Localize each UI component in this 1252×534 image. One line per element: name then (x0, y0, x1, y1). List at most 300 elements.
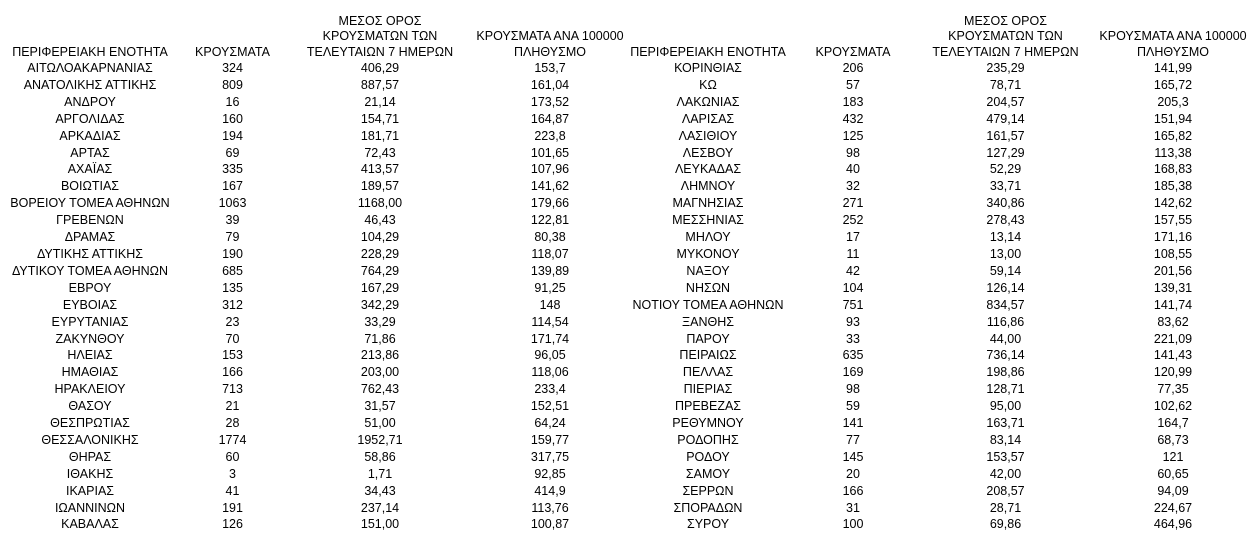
seven-day-average-cell: 28,71 (989, 500, 1022, 515)
cases-cell: 194 (222, 128, 243, 143)
region-name-cell: ΘΑΣΟΥ (68, 399, 112, 414)
table-row (0, 128, 625, 145)
seven-day-average-cell: 46,43 (364, 213, 396, 228)
cases-cell: 100 (842, 517, 864, 532)
cases-per-100k-cell: 159,77 (530, 432, 570, 447)
header-cases (793, 0, 913, 60)
region-name-cell: ΒΟΡΕΙΟΥ ΤΟΜΕΑ ΑΘΗΝΩΝ (10, 196, 170, 211)
region-name-cell: ΣΑΜΟΥ (685, 466, 731, 481)
cases-cell: 169 (842, 365, 864, 380)
cases-per-100k-cell: 164,87 (530, 111, 570, 126)
cases-per-100k-cell: 121 (1162, 449, 1184, 464)
region-name-cell: ΡΟΔΟΠΗΣ (677, 432, 739, 447)
cases-cell: 1774 (218, 432, 247, 447)
header-cases-label: ΚΡΟΥΣΜΑΤΑ (195, 44, 270, 59)
seven-day-average-cell: 13,00 (989, 246, 1022, 261)
table-row (0, 398, 625, 415)
header-avg-line3: ΤΕΛΕΥΤΑΙΩΝ 7 ΗΜΕΡΩΝ (306, 44, 454, 59)
seven-day-average-cell: 413,57 (360, 162, 400, 177)
table-row (0, 145, 625, 162)
cases-per-100k-cell: 142,62 (1153, 196, 1193, 211)
seven-day-average-cell: 167,29 (360, 280, 400, 295)
cases-per-100k-cell: 171,16 (1153, 230, 1193, 245)
table-row (623, 195, 1248, 212)
table-row (623, 432, 1248, 449)
table-row (623, 280, 1248, 297)
cases-per-100k-cell: 165,82 (1153, 128, 1193, 143)
region-name-cell: ΜΗΛΟΥ (685, 230, 731, 245)
cases-per-100k-cell: 139,31 (1153, 280, 1193, 295)
table-row (0, 483, 625, 500)
table-row (0, 449, 625, 466)
header-avg-line1: ΜΕΣΟΣ ΟΡΟΣ (964, 13, 1047, 28)
seven-day-average-cell: 340,86 (986, 196, 1025, 211)
table-row (0, 466, 625, 483)
region-name-cell: ΜΥΚΟΝΟΥ (676, 246, 740, 261)
cases-per-100k-cell: 108,55 (1153, 246, 1193, 261)
cases-cell: 713 (222, 382, 243, 397)
cases-per-100k-cell: 464,96 (1153, 517, 1193, 532)
region-name-cell: ΘΗΡΑΣ (68, 449, 112, 464)
seven-day-average-cell: 213,86 (360, 348, 400, 363)
cases-cell: 335 (222, 162, 243, 177)
cases-cell: 20 (846, 466, 860, 481)
table-row (0, 60, 625, 77)
cases-cell: 145 (842, 449, 864, 464)
cases-per-100k-cell: 233,4 (534, 382, 566, 397)
region-name-cell: ΙΩΑΝΝΙΝΩΝ (54, 500, 126, 515)
table-row (0, 331, 625, 348)
region-name-cell: ΜΕΣΣΗΝΙΑΣ (672, 213, 744, 228)
seven-day-average-cell: 72,43 (364, 145, 396, 160)
region-name-cell: ΝΗΣΩΝ (685, 280, 731, 295)
seven-day-average-cell: 163,71 (986, 416, 1025, 431)
cases-cell: 751 (842, 297, 864, 312)
table-row (0, 347, 625, 364)
seven-day-average-cell: 228,29 (360, 246, 400, 261)
cases-per-100k-cell: 100,87 (530, 517, 570, 532)
region-name-cell: ΗΜΑΘΙΑΣ (61, 365, 119, 380)
seven-day-average-cell: 116,86 (986, 314, 1025, 329)
cases-per-100k-cell: 60,65 (1157, 466, 1189, 481)
table-row (623, 483, 1248, 500)
seven-day-average-cell: 278,43 (986, 213, 1025, 228)
cases-cell: 57 (846, 77, 860, 92)
cases-cell: 69 (225, 145, 240, 160)
seven-day-average-cell: 198,86 (986, 365, 1025, 380)
seven-day-average-cell: 31,57 (364, 399, 396, 414)
region-name-cell: ΣΠΟΡΑΔΩΝ (673, 500, 743, 515)
table-row (623, 229, 1248, 246)
cases-cell: 42 (846, 263, 860, 278)
seven-day-average-cell: 126,14 (986, 280, 1025, 295)
cases-cell: 160 (222, 111, 243, 126)
table-row (623, 297, 1248, 314)
cases-per-100k-cell: 141,74 (1153, 297, 1193, 312)
region-name-cell: ΑΝΔΡΟΥ (64, 94, 116, 109)
table-row (623, 500, 1248, 517)
cases-per-100k-cell: 224,67 (1153, 500, 1193, 515)
region-name-cell: ΣΥΡΟΥ (686, 517, 730, 532)
table-row (0, 516, 625, 533)
seven-day-average-cell: 887,57 (360, 77, 400, 92)
table-row (0, 280, 625, 297)
region-name-cell: ΕΥΒΟΙΑΣ (62, 297, 118, 312)
header-region-label: ΠΕΡΙΦΕΡΕΙΑΚΗ ΕΝΟΤΗΤΑ (12, 44, 168, 59)
cases-per-100k-cell: 221,09 (1153, 331, 1193, 346)
table-row (623, 516, 1248, 533)
table-row (623, 415, 1248, 432)
header-cases (180, 0, 285, 60)
table-row (623, 178, 1248, 195)
cases-per-100k-cell: 118,06 (531, 365, 569, 380)
header-cases-label: ΚΡΟΥΣΜΑΤΑ (815, 44, 891, 59)
cases-per-100k-cell: 171,74 (530, 331, 570, 346)
table-row (0, 229, 625, 246)
seven-day-average-cell: 52,29 (989, 162, 1022, 177)
cases-per-100k-cell: 77,35 (1157, 382, 1189, 397)
cases-per-100k-cell: 83,62 (1157, 314, 1189, 329)
region-name-cell: ΞΑΝΘΗΣ (682, 314, 734, 329)
cases-per-100k-cell: 179,66 (530, 196, 570, 211)
cases-cell: 312 (222, 297, 243, 312)
region-name-cell: ΗΛΕΙΑΣ (67, 348, 113, 363)
table-row (623, 314, 1248, 331)
table-row (0, 381, 625, 398)
cases-per-100k-cell: 223,8 (534, 128, 566, 143)
seven-day-average-cell: 95,00 (989, 399, 1022, 414)
cases-cell: 166 (842, 483, 864, 498)
header-cases-per-100k (475, 0, 625, 60)
cases-per-100k-cell: 101,65 (530, 145, 570, 160)
cases-cell: 190 (222, 246, 243, 261)
right-data-table (623, 0, 1248, 533)
cases-per-100k-cell: 152,51 (530, 399, 570, 414)
region-name-cell: ΔΥΤΙΚΟΥ ΤΟΜΕΑ ΑΘΗΝΩΝ (11, 263, 169, 278)
cases-per-100k-cell: 141,99 (1153, 61, 1193, 75)
region-name-cell: ΛΕΣΒΟΥ (682, 145, 734, 160)
header-row (623, 0, 1248, 60)
cases-cell: 77 (846, 432, 860, 447)
left-data-table (0, 0, 625, 533)
seven-day-average-cell: 406,29 (360, 61, 400, 75)
cases-per-100k-cell: 148 (539, 297, 561, 312)
cases-per-100k-cell: 164,7 (1157, 416, 1189, 431)
cases-cell: 126 (222, 517, 243, 532)
table-row (0, 415, 625, 432)
table-row (623, 381, 1248, 398)
seven-day-average-cell: 181,71 (360, 128, 400, 143)
cases-cell: 252 (842, 213, 864, 228)
header-seven-day-average (285, 0, 475, 60)
seven-day-average-cell: 127,29 (986, 145, 1025, 160)
cases-cell: 60 (225, 449, 240, 464)
table-row (0, 263, 625, 280)
cases-cell: 39 (225, 213, 240, 228)
seven-day-average-cell: 479,14 (986, 111, 1025, 126)
seven-day-average-cell: 203,00 (360, 365, 400, 380)
cases-cell: 104 (842, 280, 864, 295)
region-name-cell: ΛΑΚΩΝΙΑΣ (676, 94, 740, 109)
cases-per-100k-cell: 153,7 (534, 61, 566, 75)
cases-cell: 191 (222, 500, 243, 515)
region-name-cell: ΝΑΞΟΥ (686, 263, 730, 278)
seven-day-average-cell: 78,71 (989, 77, 1022, 92)
seven-day-average-cell: 13,14 (989, 230, 1022, 245)
cases-per-100k-cell: 68,73 (1157, 432, 1189, 447)
cases-cell: 23 (225, 314, 240, 329)
region-name-cell: ΛΑΣΙΘΙΟΥ (678, 128, 738, 143)
header-cases-per-100k (1098, 0, 1248, 60)
cases-cell: 33 (846, 331, 860, 346)
cases-per-100k-cell: 80,38 (534, 230, 566, 245)
region-name-cell: ΛΕΥΚΑΔΑΣ (674, 162, 742, 177)
region-name-cell: ΠΕΛΛΑΣ (682, 365, 734, 380)
seven-day-average-cell: 834,57 (986, 297, 1025, 312)
seven-day-average-cell: 71,86 (364, 331, 396, 346)
cases-cell: 271 (842, 196, 864, 211)
header-region (623, 0, 793, 60)
table-row (623, 94, 1248, 111)
seven-day-average-cell: 128,71 (986, 382, 1025, 397)
header-rate-line1: ΚΡΟΥΣΜΑΤΑ ΑΝΑ 100000 (476, 29, 624, 43)
cases-per-100k-cell: 141,62 (530, 179, 570, 194)
region-name-cell: ΑΙΤΩΛΟΑΚΑΡΝΑΝΙΑΣ (27, 61, 153, 75)
table-row (0, 500, 625, 517)
seven-day-average-cell: 154,71 (360, 111, 400, 126)
table-row (0, 314, 625, 331)
cases-cell: 635 (842, 348, 864, 363)
header-avg-line3: ΤΕΛΕΥΤΑΙΩΝ 7 ΗΜΕΡΩΝ (932, 44, 1079, 59)
cases-cell: 31 (846, 500, 860, 515)
table-row (0, 212, 625, 229)
region-name-cell: ΚΟΡΙΝΘΙΑΣ (674, 61, 742, 75)
seven-day-average-cell: 235,29 (986, 61, 1025, 75)
seven-day-average-cell: 762,43 (360, 382, 400, 397)
cases-per-100k-cell: 139,89 (530, 263, 570, 278)
region-name-cell: ΣΕΡΡΩΝ (682, 483, 734, 498)
cases-cell: 17 (846, 230, 860, 245)
cases-per-100k-cell: 113,76 (531, 500, 569, 515)
region-name-cell: ΕΒΡΟΥ (68, 280, 112, 295)
table-row (0, 195, 625, 212)
table-row (0, 94, 625, 111)
table-row (623, 128, 1248, 145)
seven-day-average-cell: 33,29 (364, 314, 396, 329)
cases-per-100k-cell: 102,62 (1153, 399, 1193, 414)
cases-cell: 206 (842, 61, 864, 75)
header-rate-line2: ΠΛΗΘΥΣΜΟ (1137, 44, 1209, 59)
seven-day-average-cell: 104,29 (360, 230, 400, 245)
cases-per-100k-cell: 168,83 (1153, 162, 1193, 177)
seven-day-average-cell: 44,00 (989, 331, 1022, 346)
header-rate-line1: ΚΡΟΥΣΜΑΤΑ ΑΝΑ 100000 (1099, 29, 1247, 43)
cases-cell: 153 (222, 348, 243, 363)
header-avg-line1: ΜΕΣΟΣ ΟΡΟΣ (338, 13, 422, 28)
cases-cell: 167 (222, 179, 243, 194)
cases-per-100k-cell: 157,55 (1153, 213, 1193, 228)
seven-day-average-cell: 33,71 (989, 179, 1022, 194)
seven-day-average-cell: 69,86 (989, 517, 1022, 532)
region-name-cell: ΡΟΔΟΥ (686, 449, 730, 464)
seven-day-average-cell: 189,57 (360, 179, 400, 194)
cases-per-100k-cell: 94,09 (1157, 483, 1189, 498)
header-region (0, 0, 180, 60)
cases-per-100k-cell: 201,56 (1153, 263, 1193, 278)
cases-per-100k-cell: 141,43 (1153, 348, 1193, 363)
table-row (0, 297, 625, 314)
cases-per-100k-cell: 114,54 (531, 314, 569, 329)
seven-day-average-cell: 736,14 (986, 348, 1025, 363)
region-name-cell: ΙΚΑΡΙΑΣ (65, 483, 115, 498)
seven-day-average-cell: 1,71 (367, 466, 393, 481)
seven-day-average-cell: 21,14 (364, 94, 396, 109)
header-avg-line2: ΚΡΟΥΣΜΑΤΩΝ ΤΩΝ (322, 29, 438, 43)
table-row (623, 398, 1248, 415)
cases-cell: 59 (846, 399, 860, 414)
region-name-cell: ΔΥΤΙΚΗΣ ΑΤΤΙΚΗΣ (37, 246, 143, 261)
cases-cell: 28 (225, 416, 240, 431)
seven-day-average-cell: 42,00 (989, 466, 1022, 481)
table-row (0, 77, 625, 94)
header-avg-line2: ΚΡΟΥΣΜΑΤΩΝ ΤΩΝ (948, 29, 1063, 43)
cases-cell: 41 (225, 483, 240, 498)
seven-day-average-cell: 153,57 (986, 449, 1025, 464)
table-row (623, 77, 1248, 94)
cases-per-100k-cell: 151,94 (1153, 111, 1193, 126)
cases-per-100k-cell: 317,75 (530, 449, 570, 464)
region-name-cell: ΑΡΚΑΔΙΑΣ (59, 128, 121, 143)
cases-per-100k-cell: 173,52 (530, 94, 570, 109)
cases-cell: 70 (225, 331, 240, 346)
region-name-cell: ΠΡΕΒΕΖΑΣ (674, 399, 742, 414)
header-seven-day-average (913, 0, 1098, 60)
cases-cell: 1063 (218, 196, 247, 211)
table-row (623, 331, 1248, 348)
seven-day-average-cell: 83,14 (989, 432, 1022, 447)
table-row (623, 263, 1248, 280)
region-name-cell: ΑΡΓΟΛΙΔΑΣ (55, 111, 125, 126)
cases-cell: 166 (222, 365, 243, 380)
table-row (623, 347, 1248, 364)
region-name-cell: ΑΡΤΑΣ (70, 145, 110, 160)
table-row (623, 111, 1248, 128)
header-region-label: ΠΕΡΙΦΕΡΕΙΑΚΗ ΕΝΟΤΗΤΑ (630, 44, 786, 59)
region-name-cell: ΖΑΚΥΝΘΟΥ (55, 331, 125, 346)
cases-cell: 32 (846, 179, 860, 194)
region-name-cell: ΚΑΒΑΛΑΣ (61, 517, 119, 532)
cases-per-100k-cell: 122,81 (530, 213, 570, 228)
region-name-cell: ΘΕΣΠΡΩΤΙΑΣ (50, 416, 130, 431)
cases-per-100k-cell: 96,05 (534, 348, 566, 363)
table-row (0, 178, 625, 195)
cases-cell: 16 (225, 94, 240, 109)
region-name-cell: ΓΡΕΒΕΝΩΝ (56, 213, 124, 228)
table-row (623, 60, 1248, 77)
left-table-body (0, 60, 625, 533)
region-name-cell: ΛΑΡΙΣΑΣ (681, 111, 735, 126)
cases-per-100k-cell: 118,07 (531, 246, 569, 261)
table-row (0, 432, 625, 449)
cases-cell: 125 (842, 128, 864, 143)
cases-cell: 3 (229, 466, 236, 481)
cases-cell: 11 (846, 246, 860, 261)
cases-per-100k-cell: 91,25 (534, 280, 566, 295)
region-name-cell: ΑΧΑΪΑΣ (67, 162, 113, 177)
table-row (623, 449, 1248, 466)
cases-cell: 93 (846, 314, 860, 329)
cases-cell: 141 (842, 416, 864, 431)
cases-cell: 183 (842, 94, 864, 109)
table-row (623, 161, 1248, 178)
seven-day-average-cell: 342,29 (360, 297, 400, 312)
cases-per-100k-cell: 120,99 (1153, 365, 1193, 380)
region-name-cell: ΠΙΕΡΙΑΣ (683, 382, 733, 397)
region-name-cell: ΘΕΣΣΑΛΟΝΙΚΗΣ (41, 432, 139, 447)
table-row (623, 466, 1248, 483)
region-name-cell: ΝΟΤΙΟΥ ΤΟΜΕΑ ΑΘΗΝΩΝ (632, 297, 784, 312)
cases-cell: 432 (842, 111, 864, 126)
cases-cell: 685 (222, 263, 243, 278)
region-name-cell: ΒΟΙΩΤΙΑΣ (60, 179, 120, 194)
cases-per-100k-cell: 64,24 (534, 416, 566, 431)
cases-per-100k-cell: 185,38 (1153, 179, 1193, 194)
table-row (0, 161, 625, 178)
cases-per-100k-cell: 113,38 (1154, 145, 1192, 160)
seven-day-average-cell: 237,14 (360, 500, 400, 515)
seven-day-average-cell: 59,14 (989, 263, 1022, 278)
region-name-cell: ΕΥΡΥΤΑΝΙΑΣ (51, 314, 129, 329)
cases-cell: 324 (222, 61, 243, 75)
table-row (623, 145, 1248, 162)
cases-cell: 135 (222, 280, 243, 295)
table-row (623, 364, 1248, 381)
region-name-cell: ΠΑΡΟΥ (686, 331, 730, 346)
seven-day-average-cell: 204,57 (986, 94, 1025, 109)
region-name-cell: ΛΗΜΝΟΥ (680, 179, 736, 194)
region-name-cell: ΔΡΑΜΑΣ (64, 230, 116, 245)
right-table-body (623, 60, 1248, 533)
header-row (0, 0, 625, 60)
cases-cell: 98 (846, 382, 860, 397)
region-name-cell: ΗΡΑΚΛΕΙΟΥ (54, 382, 126, 397)
seven-day-average-cell: 208,57 (986, 483, 1025, 498)
region-name-cell: ΜΑΓΝΗΣΙΑΣ (672, 196, 744, 211)
cases-per-100k-cell: 161,04 (530, 77, 570, 92)
table-row (623, 246, 1248, 263)
cases-cell: 40 (846, 162, 860, 177)
seven-day-average-cell: 58,86 (364, 449, 396, 464)
seven-day-average-cell: 1952,71 (357, 432, 403, 447)
table-row (0, 364, 625, 381)
cases-per-100k-cell: 205,3 (1157, 94, 1189, 109)
seven-day-average-cell: 151,00 (360, 517, 400, 532)
cases-cell: 809 (222, 77, 243, 92)
header-rate-line2: ΠΛΗΘΥΣΜΟ (514, 44, 586, 59)
table-row (623, 212, 1248, 229)
cases-per-100k-cell: 107,96 (530, 162, 570, 177)
table-row (0, 246, 625, 263)
cases-per-100k-cell: 92,85 (534, 466, 566, 481)
region-name-cell: ΙΘΑΚΗΣ (66, 466, 114, 481)
cases-cell: 21 (225, 399, 240, 414)
seven-day-average-cell: 1168,00 (357, 196, 403, 211)
cases-cell: 98 (846, 145, 860, 160)
cases-cell: 79 (225, 230, 240, 245)
region-name-cell: ΑΝΑΤΟΛΙΚΗΣ ΑΤΤΙΚΗΣ (23, 77, 157, 92)
seven-day-average-cell: 34,43 (364, 483, 396, 498)
seven-day-average-cell: 764,29 (360, 263, 400, 278)
